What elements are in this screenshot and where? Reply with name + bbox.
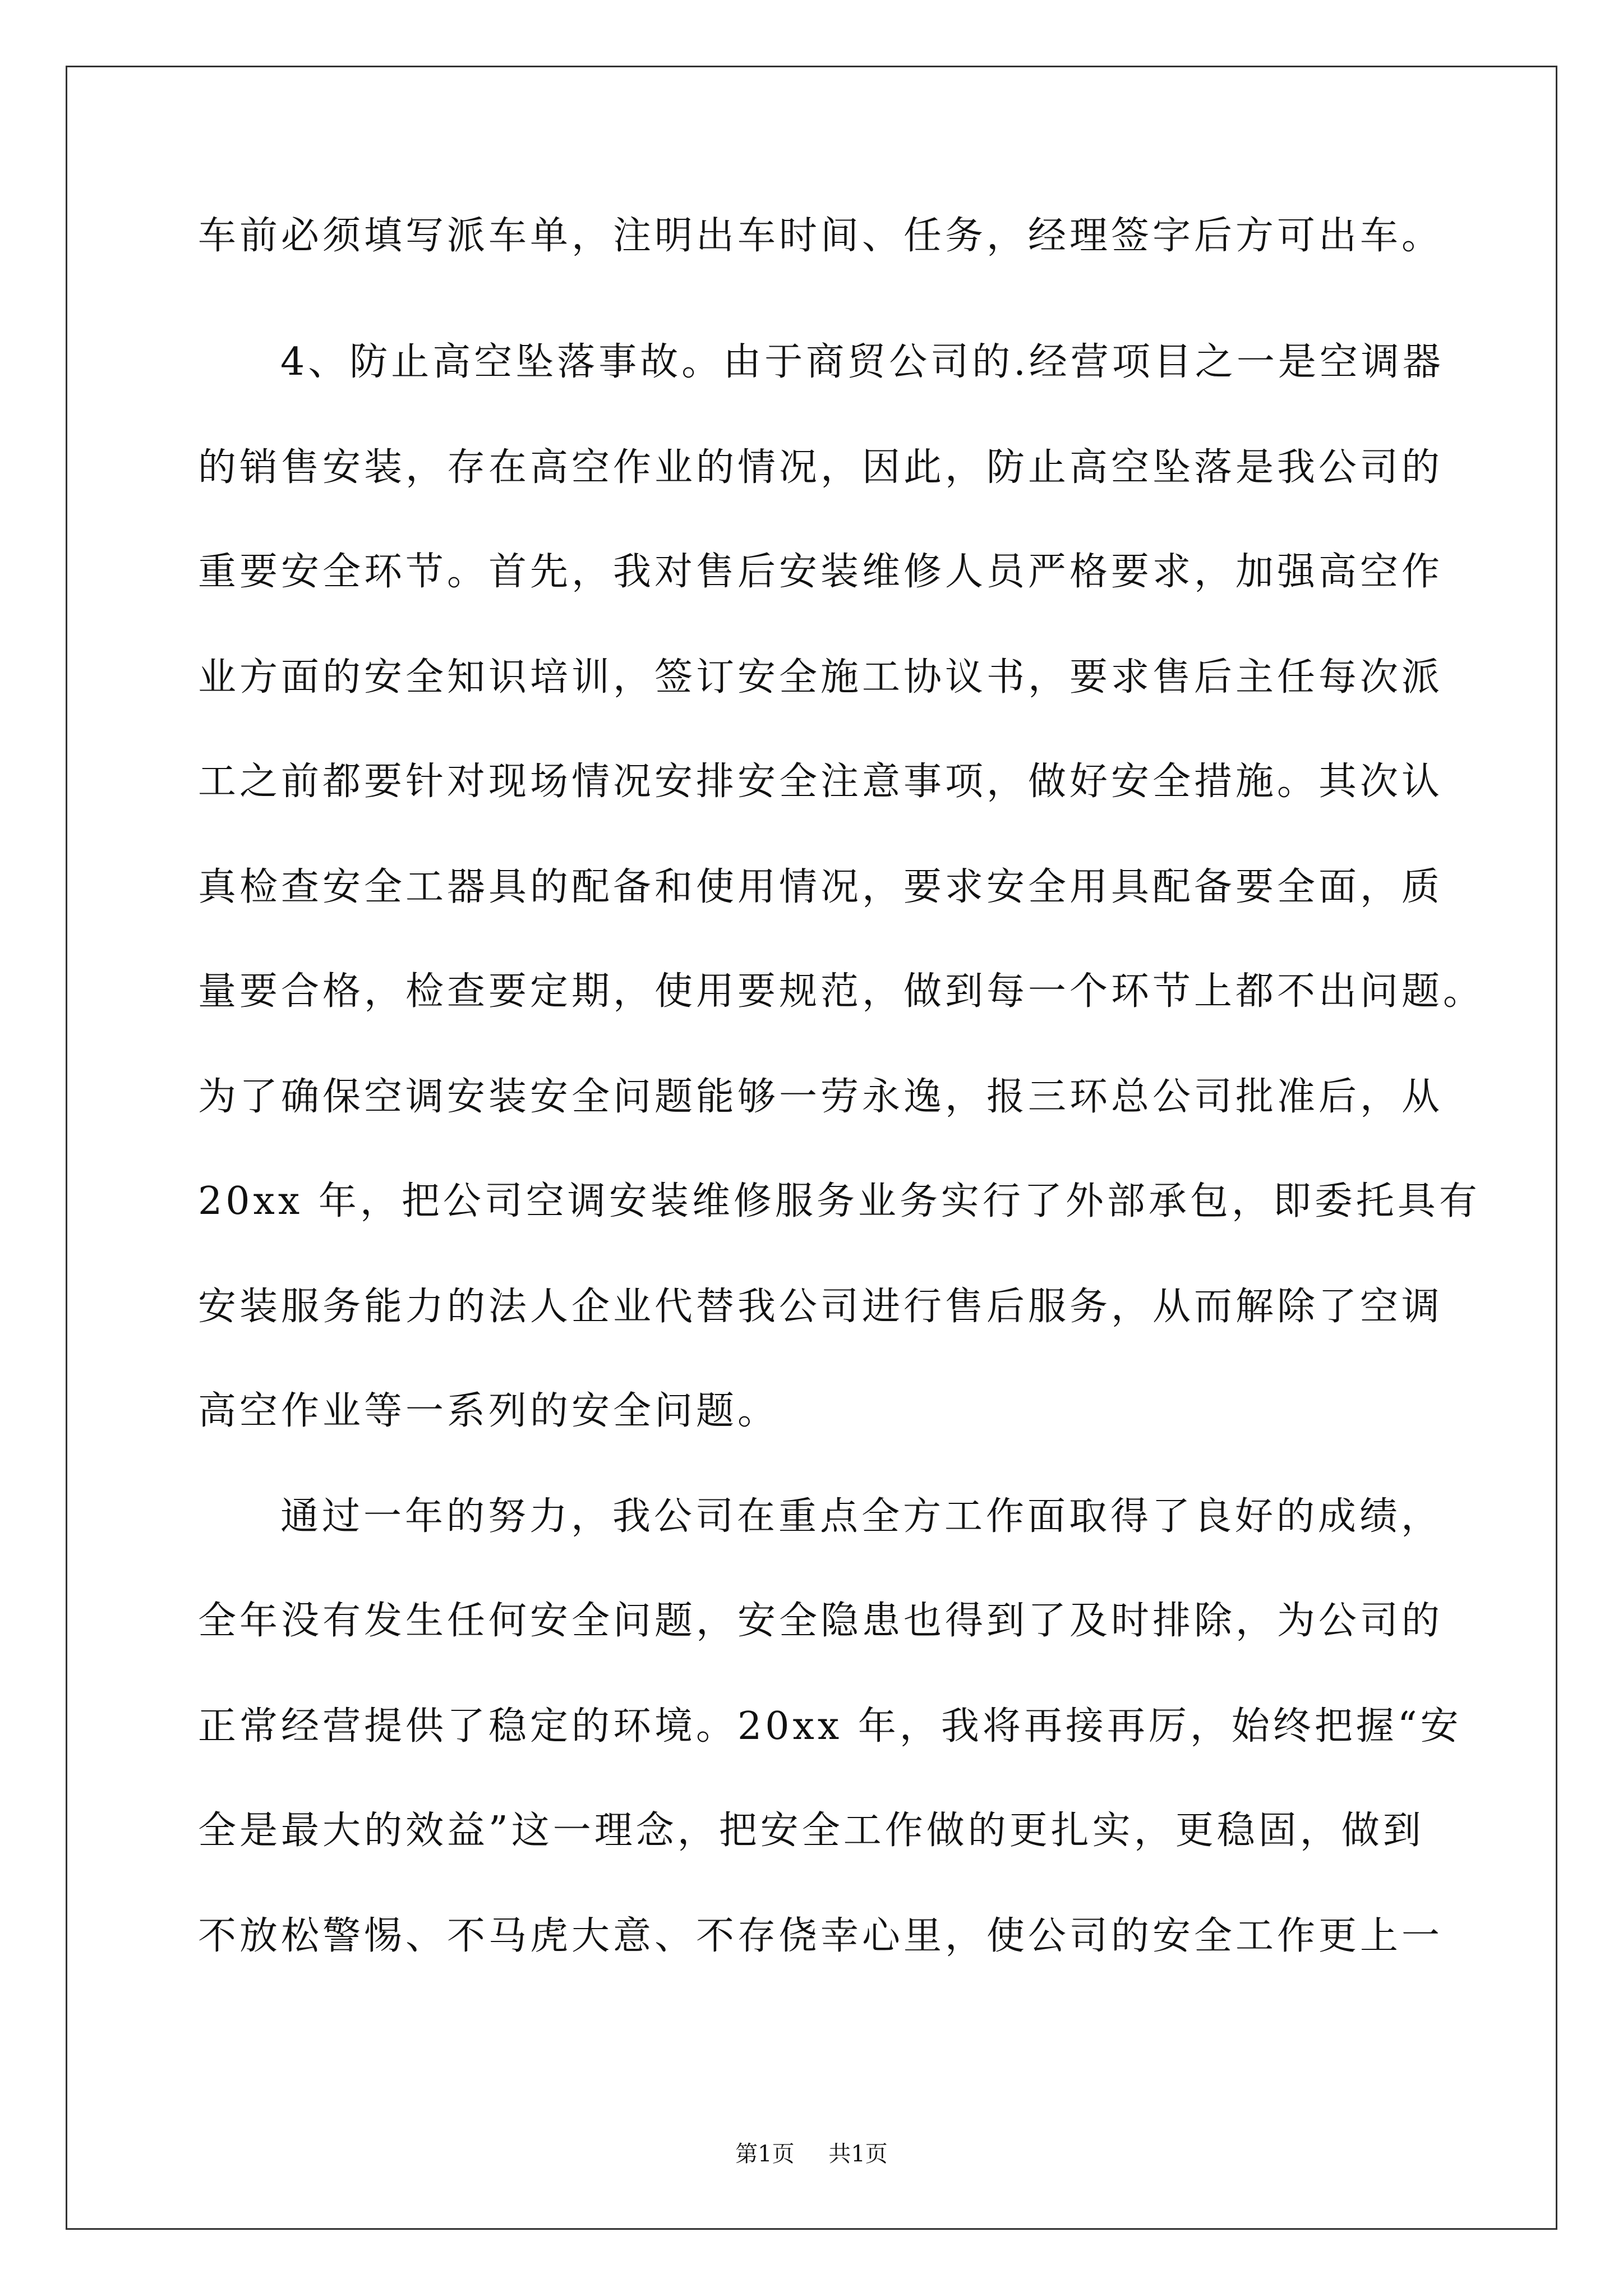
text-line: 车前必须填写派车单，注明出车时间、任务，经理签字后方可出车。 xyxy=(198,214,1444,258)
text-line: 量要合格，检查要定期，使用要规范，做到每一个环节上都不出问题。 xyxy=(198,969,1485,1014)
page-border xyxy=(66,66,1557,2230)
text-line: 不放松警惕、不马虎大意、不存侥幸心里，使公司的安全工作更上一 xyxy=(198,1914,1444,1958)
page-number-current: 第1页 xyxy=(735,2141,795,2167)
text-line: 业方面的安全知识培训，签订安全施工协议书，要求售后主任每次派 xyxy=(198,655,1444,700)
text-line: 4、防止高空坠落事故。由于商贸公司的.经营项目之一是空调器 xyxy=(280,340,1444,384)
text-line: 安装服务能力的法人企业代替我公司进行售后服务，从而解除了空调 xyxy=(198,1285,1444,1329)
text-line: 为了确保空调安装安全问题能够一劳永逸，报三环总公司批准后，从 xyxy=(198,1075,1444,1119)
page-number-total: 共1页 xyxy=(828,2141,888,2167)
text-line: 全是最大的效益”这一理念，把安全工作做的更扎实，更稳固，做到 xyxy=(198,1809,1424,1853)
text-line: 高空作业等一系列的安全问题。 xyxy=(198,1389,780,1433)
text-line: 重要安全环节。首先，我对售后安装维修人员严格要求，加强高空作 xyxy=(198,550,1444,594)
text-line: 正常经营提供了稳定的环境。20xx 年，我将再接再厉，始终把握“安 xyxy=(198,1704,1462,1749)
page-footer xyxy=(0,2143,1623,2165)
text-line: 通过一年的努力，我公司在重点全方工作面取得了良好的成绩， xyxy=(280,1494,1443,1539)
text-line: 真检查安全工器具的配备和使用情况，要求安全用具配备要全面，质 xyxy=(198,865,1444,909)
text-line: 20xx 年，把公司空调安装维修服务业务实行了外部承包，即委托具有 xyxy=(198,1179,1481,1223)
text-line: 工之前都要针对现场情况安排安全注意事项，做好安全措施。其次认 xyxy=(198,760,1444,804)
text-line: 全年没有发生任何安全问题，安全隐患也得到了及时排除，为公司的 xyxy=(198,1599,1444,1643)
text-line: 的销售安装，存在高空作业的情况，因此，防止高空坠落是我公司的 xyxy=(198,445,1444,490)
